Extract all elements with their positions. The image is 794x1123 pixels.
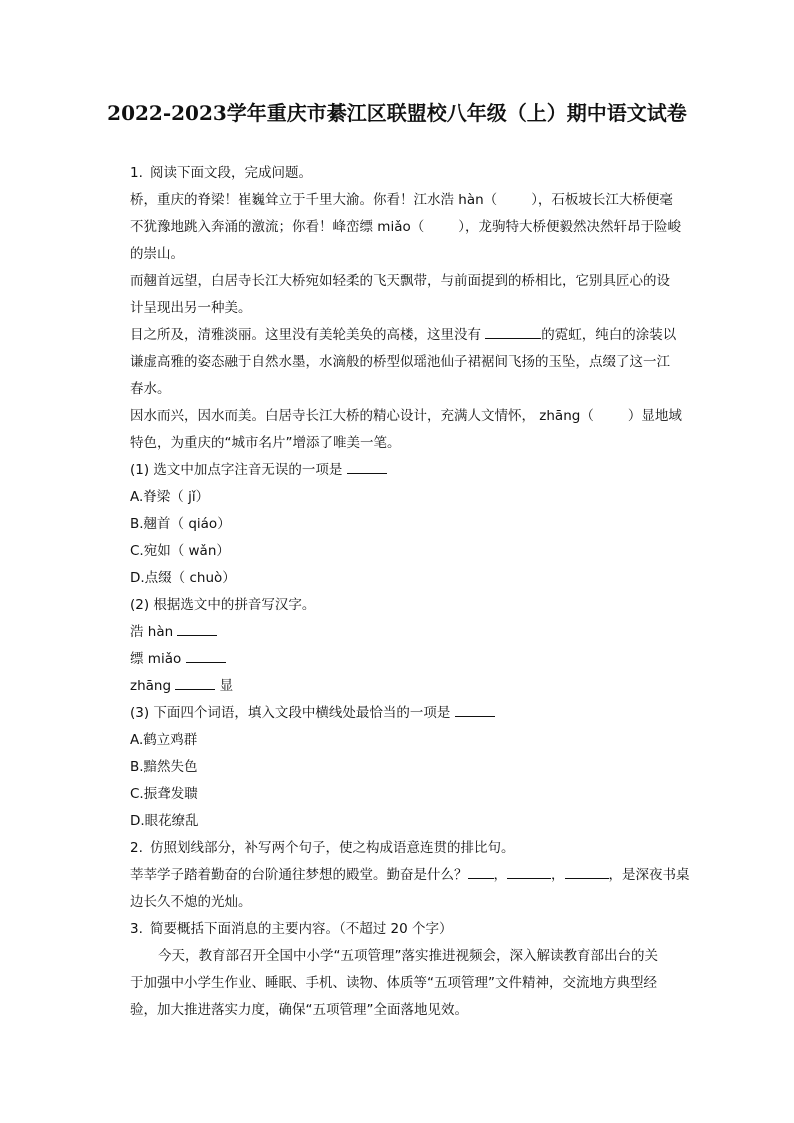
question-2-line: 莘莘学子踏着勤奋的台阶通往梦想的殿堂。勤奋是什么？ ， ， ，是深夜书桌 — [130, 862, 695, 889]
sub-question-1: (1) 选文中加点字注音无误的一项是 — [130, 457, 695, 484]
sub-question-3: (3) 下面四个词语，填入文段中横线处最恰当的一项是 — [130, 700, 695, 727]
passage-line: 春水。 — [130, 381, 171, 397]
passage-line: 因水而兴，因水而美。白居寺长江大桥的精心设计，充满人文情怀， zhāng（ ）显地域 — [130, 408, 682, 424]
news-line: 今天，教育部召开全国中小学“五项管理”落实推进视频会，深入解读教育部出台的关 — [158, 948, 658, 964]
question-2-line: 边长久不熄的光灿。 — [130, 894, 252, 910]
option: C.振聋发聩 — [130, 786, 198, 802]
passage-line: 谦虚高雅的姿态融于自然水墨，水滴般的桥型似瑶池仙子裙裾间飞扬的玉坠，点缀了这一江 — [130, 354, 670, 370]
pinyin-item: zhāng 显 — [130, 673, 695, 700]
question-1-stem — [130, 160, 695, 187]
pinyin-item: 浩 hàn — [130, 619, 695, 646]
answer-blank[interactable] — [468, 863, 494, 879]
question-3-stem: 3. 简要概括下面消息的主要内容。（不超过 20 个字） — [130, 916, 695, 943]
question-number: 2. — [130, 840, 143, 856]
answer-blank[interactable] — [175, 674, 215, 690]
question-number: 3. — [130, 921, 143, 937]
exam-content — [130, 160, 695, 1024]
answer-blank[interactable] — [565, 863, 609, 879]
option: A.鹤立鸡群 — [130, 732, 198, 748]
answer-blank[interactable] — [455, 701, 495, 717]
question-number: 1. — [130, 165, 143, 181]
passage-line: 特色，为重庆的“城市名片”增添了唯美一笔。 — [130, 435, 401, 451]
news-line: 验，加大推进落实力度，确保“五项管理”全面落地见效。 — [130, 1002, 468, 1018]
option: D.点缀（ chuò） — [130, 570, 236, 586]
passage-line: 计呈现出另一种美。 — [130, 300, 252, 316]
passage-line: 桥，重庆的脊梁！崔巍耸立于千里大渝。你看！江水浩 hàn（ ），石板坡长江大桥便毫 — [130, 192, 673, 208]
sub-question-2: (2) 根据选文中的拼音写汉字。 — [130, 597, 316, 613]
pinyin-item: 缥 miǎo — [130, 646, 695, 673]
option: C.宛如（ wǎn） — [130, 543, 230, 559]
option: B.翹首（ qiáo） — [130, 516, 231, 532]
option: A.脊梁（ jǐ） — [130, 489, 210, 505]
fill-blank[interactable] — [485, 323, 541, 339]
passage-line: 而翹首远望，白居寺长江大桥宛如轻柔的飞天飘带，与前面提到的桥相比，它别具匠心的设 — [130, 273, 670, 289]
passage-line: 目之所及，清雅淡丽。这里没有美轮美奂的高楼，这里没有 的霓虹，纯白的涂装以 — [130, 322, 695, 349]
option: D.眼花缭乱 — [130, 813, 199, 829]
question-text: 阅读下面文段，完成问题。 — [150, 165, 312, 181]
answer-blank[interactable] — [186, 647, 226, 663]
news-line: 于加强中小学生作业、睡眠、手机、读物、体质等“五项管理”文件精神，交流地方典型经 — [130, 975, 657, 991]
passage-line: 不犹豫地跳入奔涌的激流；你看！峰峦缥 miǎo（ ），龙驹特大桥便毅然决然轩昂于险峻 — [130, 219, 681, 235]
page-title: 2022-2023学年重庆市綦江区联盟校八年级（上）期中语文试卷 — [107, 101, 687, 125]
option: B.黯然失色 — [130, 759, 198, 775]
answer-blank[interactable] — [507, 863, 551, 879]
passage-line: 的崇山。 — [130, 246, 184, 262]
answer-blank[interactable] — [177, 620, 217, 636]
question-2-stem: 2. 仿照划线部分，补写两个句子，使之构成语意连贯的排比句。 — [130, 835, 695, 862]
answer-blank[interactable] — [347, 458, 387, 474]
